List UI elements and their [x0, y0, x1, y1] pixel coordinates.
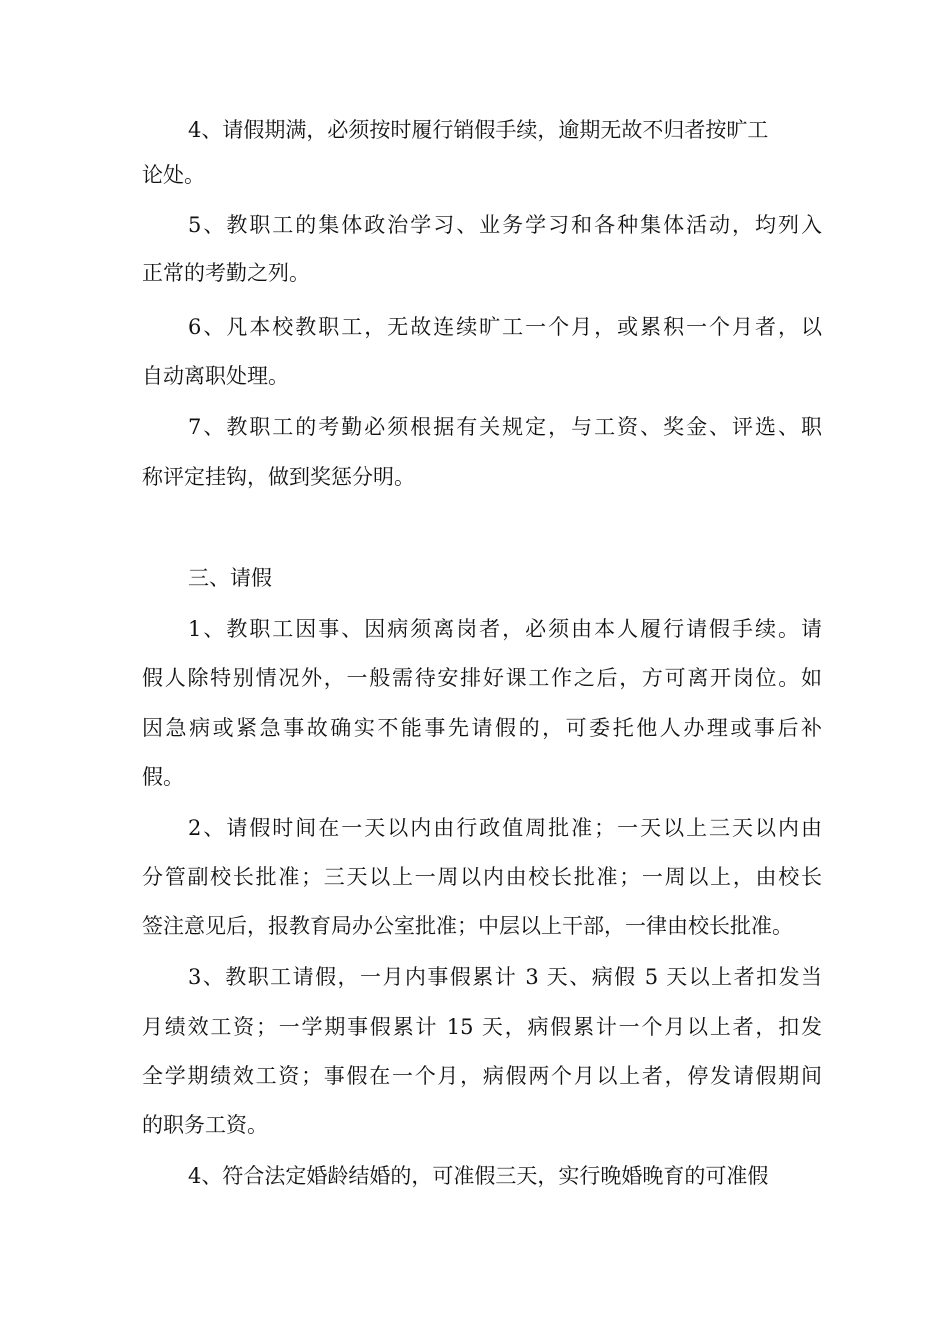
paragraph-line: 2、请假时间在一天以内由行政值周批准；一天以上三天以内由 — [188, 816, 822, 840]
section-heading: 三、请假 — [188, 566, 272, 590]
paragraph-line: 5、教职工的集体政治学习、业务学习和各种集体活动，均列入 — [188, 213, 822, 237]
paragraph-line: 正常的考勤之列。 — [142, 261, 310, 285]
paragraph-line: 假人除特别情况外，一般需待安排好课工作之后，方可离开岗位。如 — [142, 666, 822, 690]
paragraph-line: 4、符合法定婚龄结婚的，可准假三天，实行晚婚晚育的可准假 — [188, 1164, 769, 1188]
paragraph-line: 因急病或紧急事故确实不能事先请假的，可委托他人办理或事后补 — [142, 716, 822, 740]
paragraph-line: 1、教职工因事、因病须离岗者，必须由本人履行请假手续。请 — [188, 617, 822, 641]
paragraph-line: 全学期绩效工资；事假在一个月，病假两个月以上者，停发请假期间 — [142, 1064, 822, 1088]
paragraph-line: 7、教职工的考勤必须根据有关规定，与工资、奖金、评选、职 — [188, 415, 822, 439]
paragraph-line: 签注意见后，报教育局办公室批准；中层以上干部，一律由校长批准。 — [142, 914, 793, 938]
paragraph-line: 的职务工资。 — [142, 1113, 268, 1137]
paragraph-line: 6、凡本校教职工，无故连续旷工一个月，或累积一个月者，以 — [188, 315, 822, 339]
paragraph-line: 称评定挂钩，做到奖惩分明。 — [142, 465, 415, 489]
paragraph-line: 月绩效工资；一学期事假累计 15 天，病假累计一个月以上者，扣发 — [142, 1015, 822, 1039]
paragraph-line: 自动离职处理。 — [142, 364, 289, 388]
paragraph-line: 分管副校长批准；三天以上一周以内由校长批准；一周以上，由校长 — [142, 865, 822, 889]
paragraph-line: 假。 — [142, 765, 184, 789]
paragraph-line: 3、教职工请假，一月内事假累计 3 天、病假 5 天以上者扣发当 — [188, 965, 822, 989]
paragraph-line: 论处。 — [142, 163, 205, 187]
paragraph-line: 4、请假期满，必须按时履行销假手续，逾期无故不归者按旷工 — [188, 118, 769, 142]
